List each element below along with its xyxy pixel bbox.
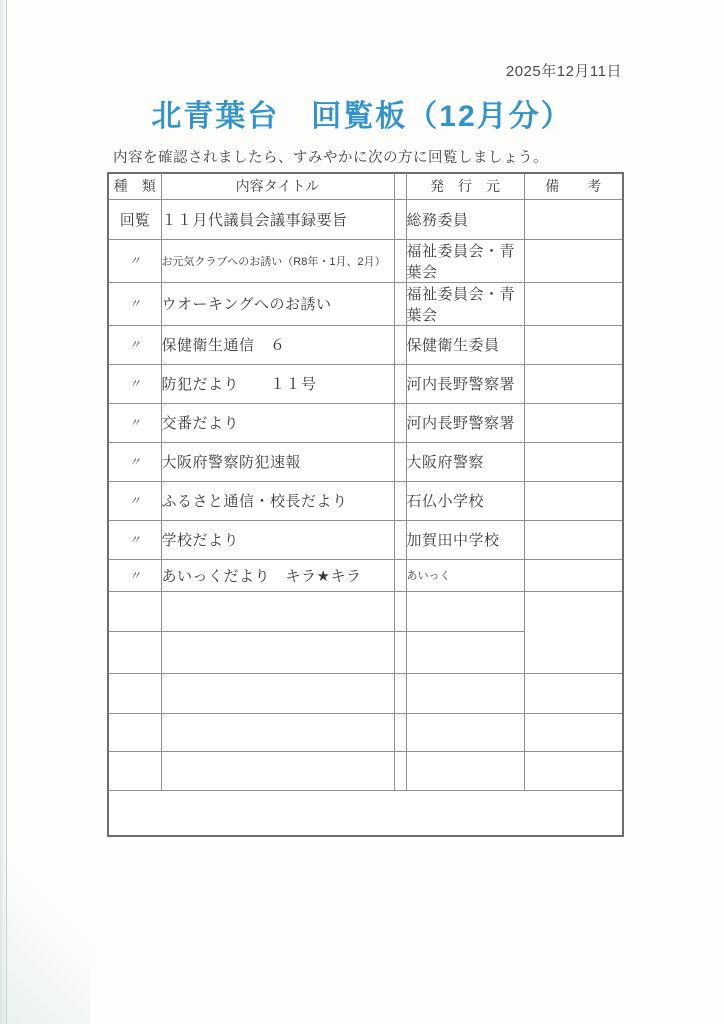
table-row xyxy=(108,403,623,442)
issuer-cell: 総務委員 xyxy=(406,199,524,239)
issuer-cell xyxy=(406,713,524,751)
spacer-cell xyxy=(394,713,406,751)
issuer-cell: 保健衛生委員 xyxy=(406,325,524,364)
table-row xyxy=(108,520,623,559)
type-cell: 〃 xyxy=(108,559,161,591)
spacer-cell xyxy=(394,364,406,403)
title-cell xyxy=(161,713,394,751)
issuer-cell xyxy=(406,631,524,673)
remarks-cell xyxy=(524,364,623,403)
header-cell-title: 内容タイトル xyxy=(161,173,394,199)
type-cell xyxy=(108,591,161,631)
type-cell xyxy=(108,751,161,790)
title-cell: 大阪府警察防犯速報 xyxy=(161,442,394,481)
title-cell: あいっくだより キラ★キラ xyxy=(161,559,394,591)
type-cell xyxy=(108,713,161,751)
remarks-cell xyxy=(524,520,623,559)
empty-table-row xyxy=(108,713,623,751)
spacer-cell xyxy=(394,520,406,559)
issuer-cell: あいっく xyxy=(406,559,524,591)
spacer-cell xyxy=(394,282,406,325)
page-title: 北青葉台 回覧板（12月分） xyxy=(151,100,573,133)
spacer-cell xyxy=(394,631,406,673)
type-cell: 〃 xyxy=(108,282,161,325)
instruction-text: 内容を確認されましたら、すみやかに次の方に回覧しましょう。 xyxy=(113,150,548,166)
spacer-cell xyxy=(394,673,406,713)
spacer-cell xyxy=(394,751,406,790)
title-cell: お元気クラブへのお誘い（R8年・1月、2月） xyxy=(161,239,394,282)
remarks-cell xyxy=(524,442,623,481)
table-row xyxy=(108,325,623,364)
issuer-cell xyxy=(406,591,524,631)
type-cell: 〃 xyxy=(108,520,161,559)
title-cell xyxy=(161,673,394,713)
title-cell: １１月代議員会議事録要旨 xyxy=(161,199,394,239)
issuer-cell: 大阪府警察 xyxy=(406,442,524,481)
header-cell-spacer xyxy=(394,173,406,199)
remarks-cell xyxy=(524,325,623,364)
spacer-cell xyxy=(394,591,406,631)
spacer-cell xyxy=(394,442,406,481)
remarks-cell xyxy=(524,713,623,751)
type-cell xyxy=(108,673,161,713)
empty-table-row xyxy=(108,591,623,631)
spacer-cell xyxy=(394,239,406,282)
header-cell-remarks: 備 考 xyxy=(524,173,623,199)
type-cell: 〃 xyxy=(108,403,161,442)
spacer-cell xyxy=(394,481,406,520)
title-cell: 保健衛生通信 ６ xyxy=(161,325,394,364)
remarks-cell xyxy=(524,481,623,520)
footer-cell xyxy=(108,790,623,836)
header-cell-type: 種 類 xyxy=(108,173,161,199)
circulation-table xyxy=(107,172,624,837)
type-cell: 回覧 xyxy=(108,199,161,239)
type-cell: 〃 xyxy=(108,239,161,282)
issuer-cell: 福祉委員会・青葉会 xyxy=(406,282,524,325)
table-row xyxy=(108,559,623,591)
remarks-cell xyxy=(524,751,623,790)
spacer-cell xyxy=(394,559,406,591)
table-row xyxy=(108,442,623,481)
table-row xyxy=(108,364,623,403)
title-cell: 防犯だより １１号 xyxy=(161,364,394,403)
type-cell: 〃 xyxy=(108,325,161,364)
header-cell-issuer: 発 行 元 xyxy=(406,173,524,199)
table-row xyxy=(108,239,623,282)
remarks-cell xyxy=(524,559,623,591)
spacer-cell xyxy=(394,403,406,442)
issuer-cell: 加賀田中学校 xyxy=(406,520,524,559)
issuer-cell xyxy=(406,673,524,713)
issuer-cell: 河内長野警察署 xyxy=(406,364,524,403)
empty-table-row xyxy=(108,673,623,713)
table-row xyxy=(108,481,623,520)
table-header-row xyxy=(108,173,623,199)
remarks-cell xyxy=(524,673,623,713)
type-cell xyxy=(108,631,161,673)
remarks-cell-merged xyxy=(524,591,623,673)
issuer-cell: 福祉委員会・青葉会 xyxy=(406,239,524,282)
title-cell: 学校だより xyxy=(161,520,394,559)
remarks-cell xyxy=(524,239,623,282)
issuer-cell: 河内長野警察署 xyxy=(406,403,524,442)
type-cell: 〃 xyxy=(108,442,161,481)
remarks-cell xyxy=(524,199,623,239)
title-cell xyxy=(161,631,394,673)
scan-corner-tint xyxy=(0,824,90,1024)
spacer-cell xyxy=(394,325,406,364)
issuer-cell: 石仏小学校 xyxy=(406,481,524,520)
remarks-cell xyxy=(524,282,623,325)
table-row xyxy=(108,199,623,239)
table-footer-row xyxy=(108,790,623,836)
issuer-cell xyxy=(406,751,524,790)
document-date: 2025年12月11日 xyxy=(505,63,622,80)
table-row xyxy=(108,282,623,325)
title-cell: ふるさと通信・校長だより xyxy=(161,481,394,520)
empty-table-row xyxy=(108,751,623,790)
title-cell xyxy=(161,591,394,631)
type-cell: 〃 xyxy=(108,364,161,403)
scan-edge-artifact xyxy=(0,0,7,1024)
title-cell: 交番だより xyxy=(161,403,394,442)
title-cell xyxy=(161,751,394,790)
type-cell: 〃 xyxy=(108,481,161,520)
title-cell: ウオーキングへのお誘い xyxy=(161,282,394,325)
remarks-cell xyxy=(524,403,623,442)
spacer-cell xyxy=(394,199,406,239)
